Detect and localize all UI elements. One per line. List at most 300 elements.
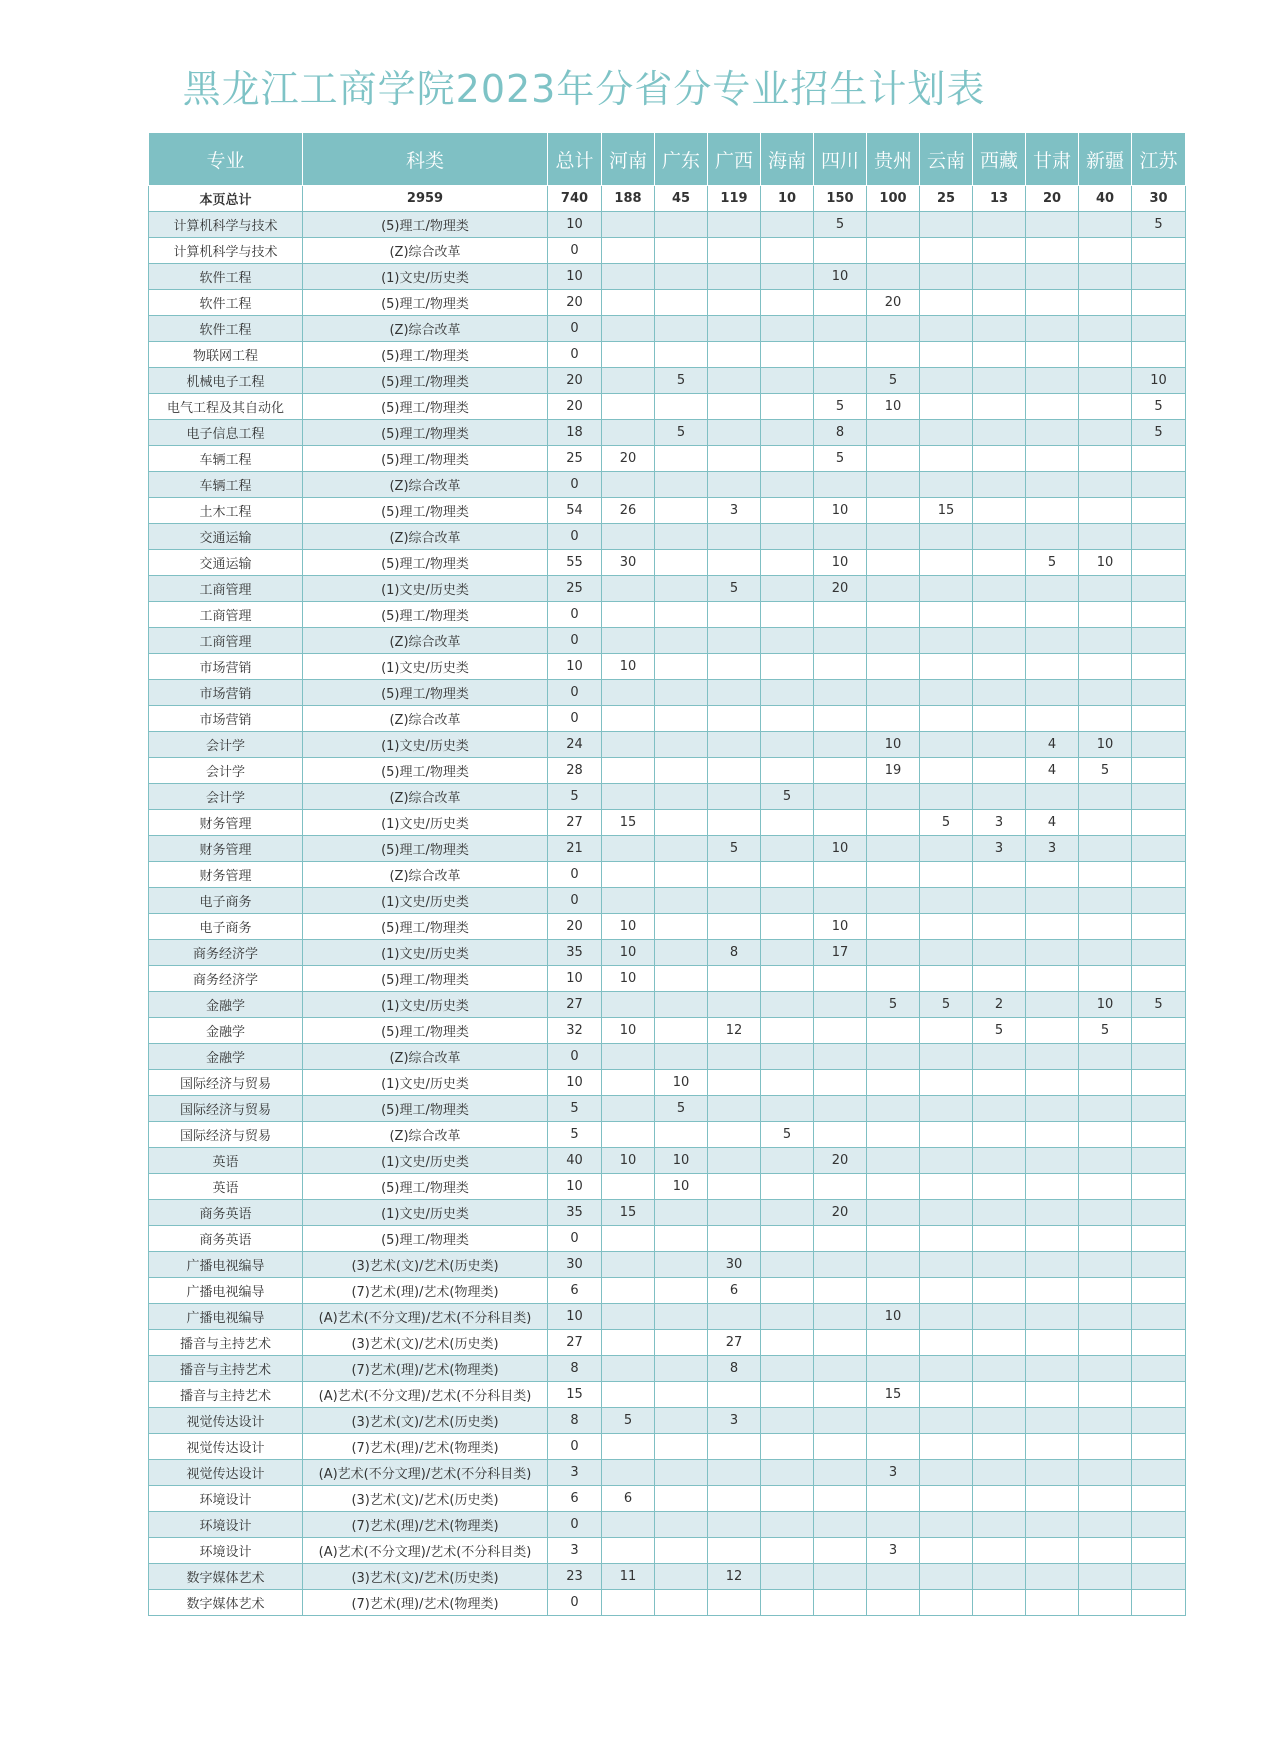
quota-cell <box>973 602 1026 628</box>
category-cell: (1)文史/历史类 <box>303 732 548 758</box>
quota-cell <box>920 784 973 810</box>
quota-cell <box>814 1070 867 1096</box>
table-row <box>149 524 1186 550</box>
quota-cell <box>655 1512 708 1538</box>
quota-cell <box>708 1460 761 1486</box>
quota-cell <box>1026 1590 1079 1616</box>
category-cell: (5)理工/物理类 <box>303 1096 548 1122</box>
quota-cell <box>761 1486 814 1512</box>
quota-cell <box>708 1590 761 1616</box>
quota-cell <box>1026 342 1079 368</box>
quota-cell <box>761 420 814 446</box>
total-label: 本页总计 <box>149 186 303 212</box>
category-cell: (A)艺术(不分文理)/艺术(不分科目类) <box>303 1382 548 1408</box>
quota-cell <box>1079 1460 1132 1486</box>
major-cell: 交通运输 <box>149 524 303 550</box>
quota-cell <box>973 1486 1026 1512</box>
quota-cell <box>814 524 867 550</box>
quota-cell <box>814 1564 867 1590</box>
quota-cell: 0 <box>548 238 602 264</box>
quota-cell <box>1079 212 1132 238</box>
quota-cell <box>708 394 761 420</box>
quota-cell <box>761 1356 814 1382</box>
quota-cell <box>973 732 1026 758</box>
quota-cell <box>1026 1226 1079 1252</box>
quota-cell <box>761 966 814 992</box>
quota-cell <box>1132 1174 1186 1200</box>
quota-cell <box>1026 1096 1079 1122</box>
quota-cell <box>708 862 761 888</box>
quota-cell <box>1079 1122 1132 1148</box>
quota-cell <box>1132 264 1186 290</box>
quota-cell <box>1132 1590 1186 1616</box>
quota-cell <box>1132 290 1186 316</box>
quota-cell <box>761 446 814 472</box>
quota-cell <box>973 1382 1026 1408</box>
quota-cell <box>1079 654 1132 680</box>
major-cell: 软件工程 <box>149 264 303 290</box>
major-cell: 电子信息工程 <box>149 420 303 446</box>
quota-cell <box>761 394 814 420</box>
quota-cell: 11 <box>602 1564 655 1590</box>
quota-cell <box>1026 784 1079 810</box>
total-cell: 100 <box>867 186 920 212</box>
quota-cell <box>1132 1252 1186 1278</box>
column-header: 甘肃 <box>1026 133 1079 186</box>
quota-cell: 20 <box>548 394 602 420</box>
quota-cell <box>867 498 920 524</box>
quota-cell: 10 <box>548 1070 602 1096</box>
quota-cell <box>920 732 973 758</box>
table-row <box>149 1356 1186 1382</box>
quota-cell: 15 <box>602 1200 655 1226</box>
quota-cell: 25 <box>548 576 602 602</box>
quota-cell: 5 <box>1079 758 1132 784</box>
quota-cell <box>655 1252 708 1278</box>
quota-cell <box>655 1330 708 1356</box>
quota-cell <box>1026 1564 1079 1590</box>
quota-cell: 10 <box>548 264 602 290</box>
quota-cell <box>867 1174 920 1200</box>
quota-cell <box>814 602 867 628</box>
quota-cell <box>814 1096 867 1122</box>
table-row <box>149 1590 1186 1616</box>
table-row <box>149 1408 1186 1434</box>
quota-cell <box>920 472 973 498</box>
quota-cell <box>867 1200 920 1226</box>
quota-cell <box>761 1096 814 1122</box>
table-row <box>149 1434 1186 1460</box>
category-cell: (5)理工/物理类 <box>303 498 548 524</box>
quota-cell <box>1132 576 1186 602</box>
quota-cell <box>920 1330 973 1356</box>
quota-cell <box>920 1460 973 1486</box>
quota-cell: 0 <box>548 628 602 654</box>
column-header: 广东 <box>655 133 708 186</box>
quota-cell: 24 <box>548 732 602 758</box>
quota-cell: 30 <box>548 1252 602 1278</box>
quota-cell <box>761 1278 814 1304</box>
quota-cell: 10 <box>548 212 602 238</box>
quota-cell <box>973 1304 1026 1330</box>
quota-cell <box>655 810 708 836</box>
quota-cell <box>1132 1356 1186 1382</box>
quota-cell: 0 <box>548 1434 602 1460</box>
total-cell: 150 <box>814 186 867 212</box>
quota-cell <box>814 1252 867 1278</box>
quota-cell <box>761 316 814 342</box>
quota-cell <box>973 966 1026 992</box>
quota-cell <box>1026 1148 1079 1174</box>
quota-cell <box>602 1252 655 1278</box>
quota-cell <box>1026 1460 1079 1486</box>
table-row <box>149 1200 1186 1226</box>
quota-cell <box>708 758 761 784</box>
quota-cell <box>973 472 1026 498</box>
quota-cell: 10 <box>548 966 602 992</box>
quota-cell <box>867 1278 920 1304</box>
quota-cell <box>1026 212 1079 238</box>
major-cell: 广播电视编导 <box>149 1252 303 1278</box>
quota-cell <box>602 212 655 238</box>
quota-cell: 20 <box>548 368 602 394</box>
major-cell: 计算机科学与技术 <box>149 212 303 238</box>
quota-cell <box>920 940 973 966</box>
quota-cell <box>655 784 708 810</box>
quota-cell: 10 <box>655 1174 708 1200</box>
category-cell: (Z)综合改革 <box>303 1044 548 1070</box>
quota-cell <box>655 394 708 420</box>
quota-cell <box>655 238 708 264</box>
quota-cell <box>973 1538 1026 1564</box>
quota-cell <box>867 1122 920 1148</box>
major-cell: 商务英语 <box>149 1226 303 1252</box>
table-row <box>149 1486 1186 1512</box>
quota-cell: 23 <box>548 1564 602 1590</box>
quota-cell: 0 <box>548 680 602 706</box>
major-cell: 电子商务 <box>149 914 303 940</box>
quota-cell <box>1079 784 1132 810</box>
quota-cell: 10 <box>814 498 867 524</box>
quota-cell <box>1026 940 1079 966</box>
table-row <box>149 784 1186 810</box>
category-cell: (Z)综合改革 <box>303 628 548 654</box>
quota-cell <box>973 1200 1026 1226</box>
major-cell: 财务管理 <box>149 810 303 836</box>
quota-cell: 3 <box>973 810 1026 836</box>
column-header: 四川 <box>814 133 867 186</box>
quota-cell <box>655 316 708 342</box>
quota-cell <box>814 654 867 680</box>
quota-cell: 0 <box>548 1044 602 1070</box>
quota-cell <box>761 1174 814 1200</box>
major-cell: 电子商务 <box>149 888 303 914</box>
quota-cell <box>761 1226 814 1252</box>
quota-cell: 6 <box>602 1486 655 1512</box>
quota-cell <box>1079 1304 1132 1330</box>
quota-cell <box>973 1122 1026 1148</box>
quota-cell <box>973 1096 1026 1122</box>
quota-cell <box>973 862 1026 888</box>
quota-cell <box>920 1304 973 1330</box>
category-cell: (3)艺术(文)/艺术(历史类) <box>303 1252 548 1278</box>
quota-cell <box>1132 732 1186 758</box>
quota-cell <box>920 654 973 680</box>
quota-cell <box>867 1356 920 1382</box>
quota-cell: 5 <box>814 394 867 420</box>
quota-cell <box>708 1200 761 1226</box>
table-row <box>149 1122 1186 1148</box>
quota-cell <box>1132 1382 1186 1408</box>
quota-cell <box>761 238 814 264</box>
quota-cell <box>1079 940 1132 966</box>
category-cell: (1)文史/历史类 <box>303 940 548 966</box>
major-cell: 商务经济学 <box>149 940 303 966</box>
quota-cell <box>1079 914 1132 940</box>
quota-cell <box>708 1538 761 1564</box>
quota-cell <box>708 238 761 264</box>
quota-cell <box>761 498 814 524</box>
quota-cell <box>761 1590 814 1616</box>
quota-cell <box>814 368 867 394</box>
quota-cell <box>1026 1070 1079 1096</box>
quota-cell <box>1079 238 1132 264</box>
quota-cell: 15 <box>548 1382 602 1408</box>
major-cell: 计算机科学与技术 <box>149 238 303 264</box>
quota-cell <box>973 758 1026 784</box>
quota-cell <box>602 862 655 888</box>
table-row <box>149 680 1186 706</box>
quota-cell <box>1079 1564 1132 1590</box>
quota-cell <box>920 524 973 550</box>
column-header: 总计 <box>548 133 602 186</box>
quota-cell: 32 <box>548 1018 602 1044</box>
quota-cell <box>920 1356 973 1382</box>
quota-cell <box>1079 862 1132 888</box>
quota-cell: 40 <box>548 1148 602 1174</box>
table-row <box>149 888 1186 914</box>
quota-cell <box>973 654 1026 680</box>
major-cell: 会计学 <box>149 732 303 758</box>
quota-cell <box>867 238 920 264</box>
table-row <box>149 1304 1186 1330</box>
quota-cell <box>761 992 814 1018</box>
quota-cell <box>655 524 708 550</box>
quota-cell <box>814 1044 867 1070</box>
table-row <box>149 576 1186 602</box>
quota-cell <box>1132 1200 1186 1226</box>
quota-cell <box>1026 394 1079 420</box>
quota-cell <box>1132 446 1186 472</box>
category-cell: (5)理工/物理类 <box>303 446 548 472</box>
category-cell: (Z)综合改革 <box>303 238 548 264</box>
quota-cell <box>920 888 973 914</box>
quota-cell: 10 <box>602 1148 655 1174</box>
quota-cell <box>1026 1356 1079 1382</box>
total-cell: 740 <box>548 186 602 212</box>
quota-cell <box>602 992 655 1018</box>
quota-cell <box>761 1538 814 1564</box>
quota-cell <box>973 1044 1026 1070</box>
category-cell: (7)艺术(理)/艺术(物理类) <box>303 1512 548 1538</box>
quota-cell: 0 <box>548 888 602 914</box>
quota-cell <box>602 420 655 446</box>
category-cell: (5)理工/物理类 <box>303 836 548 862</box>
category-cell: (Z)综合改革 <box>303 524 548 550</box>
quota-cell <box>1132 1148 1186 1174</box>
quota-cell <box>1079 368 1132 394</box>
quota-cell <box>602 1460 655 1486</box>
quota-cell <box>1079 316 1132 342</box>
category-cell: (Z)综合改革 <box>303 316 548 342</box>
category-cell: (5)理工/物理类 <box>303 212 548 238</box>
quota-cell <box>761 654 814 680</box>
quota-cell: 10 <box>867 1304 920 1330</box>
table-row <box>149 1278 1186 1304</box>
category-cell: (Z)综合改革 <box>303 706 548 732</box>
quota-cell: 5 <box>655 420 708 446</box>
quota-cell <box>761 706 814 732</box>
quota-cell <box>655 1408 708 1434</box>
quota-cell <box>973 680 1026 706</box>
quota-cell <box>1026 1538 1079 1564</box>
quota-cell: 5 <box>708 576 761 602</box>
quota-cell <box>655 1538 708 1564</box>
quota-cell <box>867 1512 920 1538</box>
quota-cell <box>1079 290 1132 316</box>
quota-cell: 27 <box>708 1330 761 1356</box>
quota-cell <box>1026 602 1079 628</box>
major-cell: 环境设计 <box>149 1486 303 1512</box>
quota-cell <box>973 212 1026 238</box>
quota-cell <box>761 1252 814 1278</box>
quota-cell: 2 <box>973 992 1026 1018</box>
table-row <box>149 862 1186 888</box>
column-header: 海南 <box>761 133 814 186</box>
table-row <box>149 758 1186 784</box>
quota-cell <box>814 1538 867 1564</box>
quota-cell <box>708 1122 761 1148</box>
quota-cell <box>602 368 655 394</box>
quota-cell: 54 <box>548 498 602 524</box>
quota-cell <box>920 316 973 342</box>
table-row <box>149 1538 1186 1564</box>
total-cell: 13 <box>973 186 1026 212</box>
category-cell: (3)艺术(文)/艺术(历史类) <box>303 1330 548 1356</box>
quota-cell <box>708 966 761 992</box>
quota-cell: 0 <box>548 524 602 550</box>
quota-cell <box>708 654 761 680</box>
category-cell: (Z)综合改革 <box>303 1122 548 1148</box>
quota-cell <box>655 446 708 472</box>
column-header: 广西 <box>708 133 761 186</box>
major-cell: 播音与主持艺术 <box>149 1356 303 1382</box>
quota-cell: 5 <box>920 992 973 1018</box>
quota-cell <box>1132 862 1186 888</box>
quota-cell <box>1026 680 1079 706</box>
enrollment-plan-table <box>148 132 1186 1616</box>
quota-cell <box>708 1174 761 1200</box>
quota-cell <box>708 1096 761 1122</box>
category-cell: (1)文史/历史类 <box>303 264 548 290</box>
major-cell: 环境设计 <box>149 1512 303 1538</box>
major-cell: 会计学 <box>149 758 303 784</box>
quota-cell: 10 <box>1079 992 1132 1018</box>
quota-cell <box>1026 1252 1079 1278</box>
quota-cell <box>1132 966 1186 992</box>
quota-cell: 10 <box>655 1070 708 1096</box>
quota-cell <box>920 1200 973 1226</box>
category-cell: (5)理工/物理类 <box>303 394 548 420</box>
quota-cell: 12 <box>708 1018 761 1044</box>
quota-cell: 5 <box>1026 550 1079 576</box>
major-cell: 广播电视编导 <box>149 1304 303 1330</box>
quota-cell <box>655 1044 708 1070</box>
quota-cell <box>867 316 920 342</box>
quota-cell <box>920 1590 973 1616</box>
quota-cell <box>920 1096 973 1122</box>
category-cell: (7)艺术(理)/艺术(物理类) <box>303 1356 548 1382</box>
major-cell: 土木工程 <box>149 498 303 524</box>
quota-cell <box>602 1044 655 1070</box>
quota-cell: 8 <box>548 1356 602 1382</box>
quota-cell <box>655 472 708 498</box>
major-cell: 交通运输 <box>149 550 303 576</box>
quota-cell <box>655 680 708 706</box>
quota-cell <box>1026 1486 1079 1512</box>
major-cell: 市场营销 <box>149 706 303 732</box>
category-cell: (1)文史/历史类 <box>303 992 548 1018</box>
quota-cell <box>867 1408 920 1434</box>
quota-cell <box>761 1408 814 1434</box>
quota-cell <box>708 602 761 628</box>
quota-cell: 5 <box>973 1018 1026 1044</box>
column-header: 江苏 <box>1132 133 1186 186</box>
quota-cell: 19 <box>867 758 920 784</box>
quota-cell <box>1079 628 1132 654</box>
quota-cell: 26 <box>602 498 655 524</box>
quota-cell <box>1132 1408 1186 1434</box>
table-row <box>149 1174 1186 1200</box>
column-header: 专业 <box>149 133 303 186</box>
table-header-row <box>149 133 1186 186</box>
quota-cell <box>655 836 708 862</box>
quota-cell <box>920 1174 973 1200</box>
quota-cell: 35 <box>548 940 602 966</box>
table-row <box>149 940 1186 966</box>
quota-cell <box>973 1174 1026 1200</box>
quota-cell <box>1132 836 1186 862</box>
quota-cell <box>1132 1512 1186 1538</box>
table-row <box>149 628 1186 654</box>
table-row <box>149 446 1186 472</box>
total-cell: 119 <box>708 186 761 212</box>
quota-cell <box>602 680 655 706</box>
quota-cell <box>655 1226 708 1252</box>
quota-cell <box>920 212 973 238</box>
quota-cell <box>1132 1434 1186 1460</box>
quota-cell: 3 <box>708 498 761 524</box>
quota-cell <box>1079 1538 1132 1564</box>
quota-cell: 27 <box>548 810 602 836</box>
major-cell: 视觉传达设计 <box>149 1460 303 1486</box>
quota-cell <box>867 550 920 576</box>
quota-cell <box>920 394 973 420</box>
quota-cell <box>1132 810 1186 836</box>
quota-cell <box>1079 1512 1132 1538</box>
quota-cell <box>1132 1564 1186 1590</box>
quota-cell <box>602 706 655 732</box>
